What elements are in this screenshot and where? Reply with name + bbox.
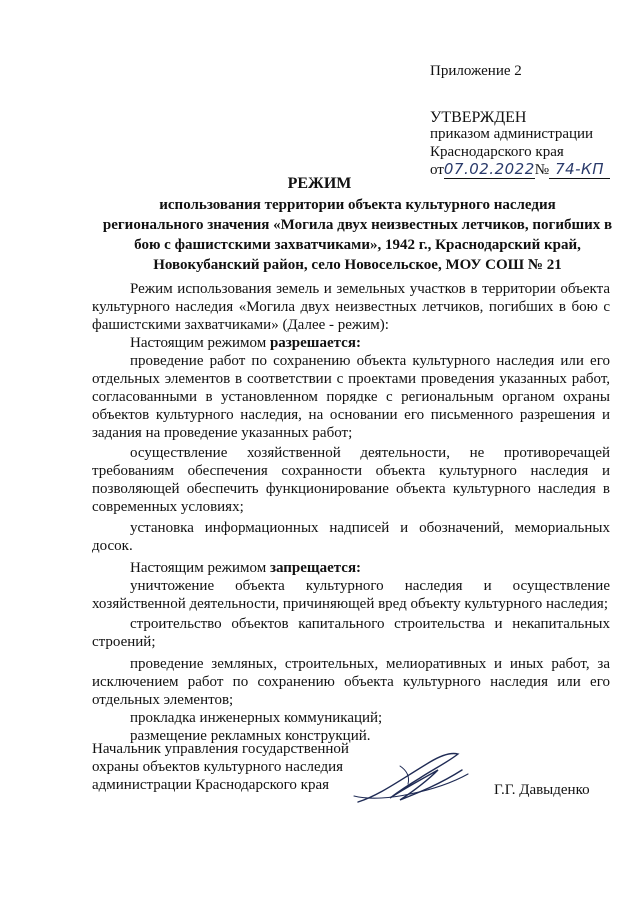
prohibited-keyword: запрещается:: [269, 560, 362, 576]
prohibited-item: строительство объектов капитального строительства и некапитальных строений;: [92, 616, 610, 650]
subtitle-line: регионального значения «Могила двух неизвестных летчиков, погибших в: [102, 217, 613, 233]
prohibited-item: размещение рекламных конструкций.: [130, 728, 371, 744]
order-line-2: Краснодарского края: [430, 144, 564, 160]
number-value: 74-КП: [549, 160, 610, 179]
signatory-position: [92, 740, 372, 794]
document-subtitle: [95, 195, 620, 275]
prohibited-heading: [92, 559, 610, 577]
signatory-name: Г.Г. Давыденко: [494, 782, 590, 798]
document-title: РЕЖИМ: [287, 175, 352, 192]
intro-paragraph: Режим использования земель и земельных участков в территории объекта культурного наследия «Могила двух неизвестных летчиков, погибших в бою с фашистскими захватчиками» (Далее - режим):: [92, 281, 610, 333]
approved-label: УТВЕРЖДЕН: [430, 109, 527, 126]
handwritten-signature: [340, 740, 480, 820]
prohibited-item: проведение земляных, строительных, мелиоративных и иных работ, за исключением работ по сохранению объекта культурного наследия или его отдельных элементов;: [92, 656, 610, 708]
order-line-1: приказом администрации: [430, 126, 594, 142]
subtitle-line: бою с фашистскими захватчиками», 1942 г., Краснодарский край,: [134, 237, 581, 253]
appendix-label: Приложение 2: [430, 63, 522, 79]
prohibited-item: прокладка инженерных коммуникаций;: [130, 710, 383, 726]
prohibited-prefix: Настоящим режимом: [130, 560, 270, 576]
allowed-keyword: разрешается:: [269, 335, 361, 351]
position-line: Начальник управления государственной: [92, 741, 349, 757]
number-prefix: №: [534, 162, 550, 178]
document-body: [92, 280, 610, 745]
allowed-item: осуществление хозяйственной деятельности, не противоречащей требованиям обеспечения сохранности объекта культурного наследия и позволяющей обеспечить функционирование объекта культурного наследия в современных условиях;: [92, 445, 610, 515]
date-value: 07.02.2022: [443, 160, 535, 178]
subtitle-line: Новокубанский район, село Новосельское, МОУ СОШ № 21: [153, 257, 562, 273]
allowed-item: установка информационных надписей и обозначений, мемориальных досок.: [92, 520, 610, 554]
subtitle-line: использования территории объекта культурного наследия: [159, 197, 556, 213]
position-line: охраны объектов культурного наследия: [92, 759, 344, 775]
date-prefix: от: [430, 162, 444, 178]
allowed-item: проведение работ по сохранению объекта культурного наследия или его отдельных элементов в соответствии с проектами проведения указанных работ, согласованными в установленном порядке с региональным органом охраны объектов культурного наследия, на основании его письменного разрешения и задания на проведение указанных работ;: [92, 353, 610, 441]
position-line: администрации Краснодарского края: [92, 777, 330, 793]
allowed-prefix: Настоящим режимом: [130, 335, 270, 351]
allowed-heading: [92, 334, 610, 352]
prohibited-item: уничтожение объекта культурного наследия и осуществление хозяйственной деятельности, причиняющей вред объекту культурного наследия;: [92, 578, 610, 612]
